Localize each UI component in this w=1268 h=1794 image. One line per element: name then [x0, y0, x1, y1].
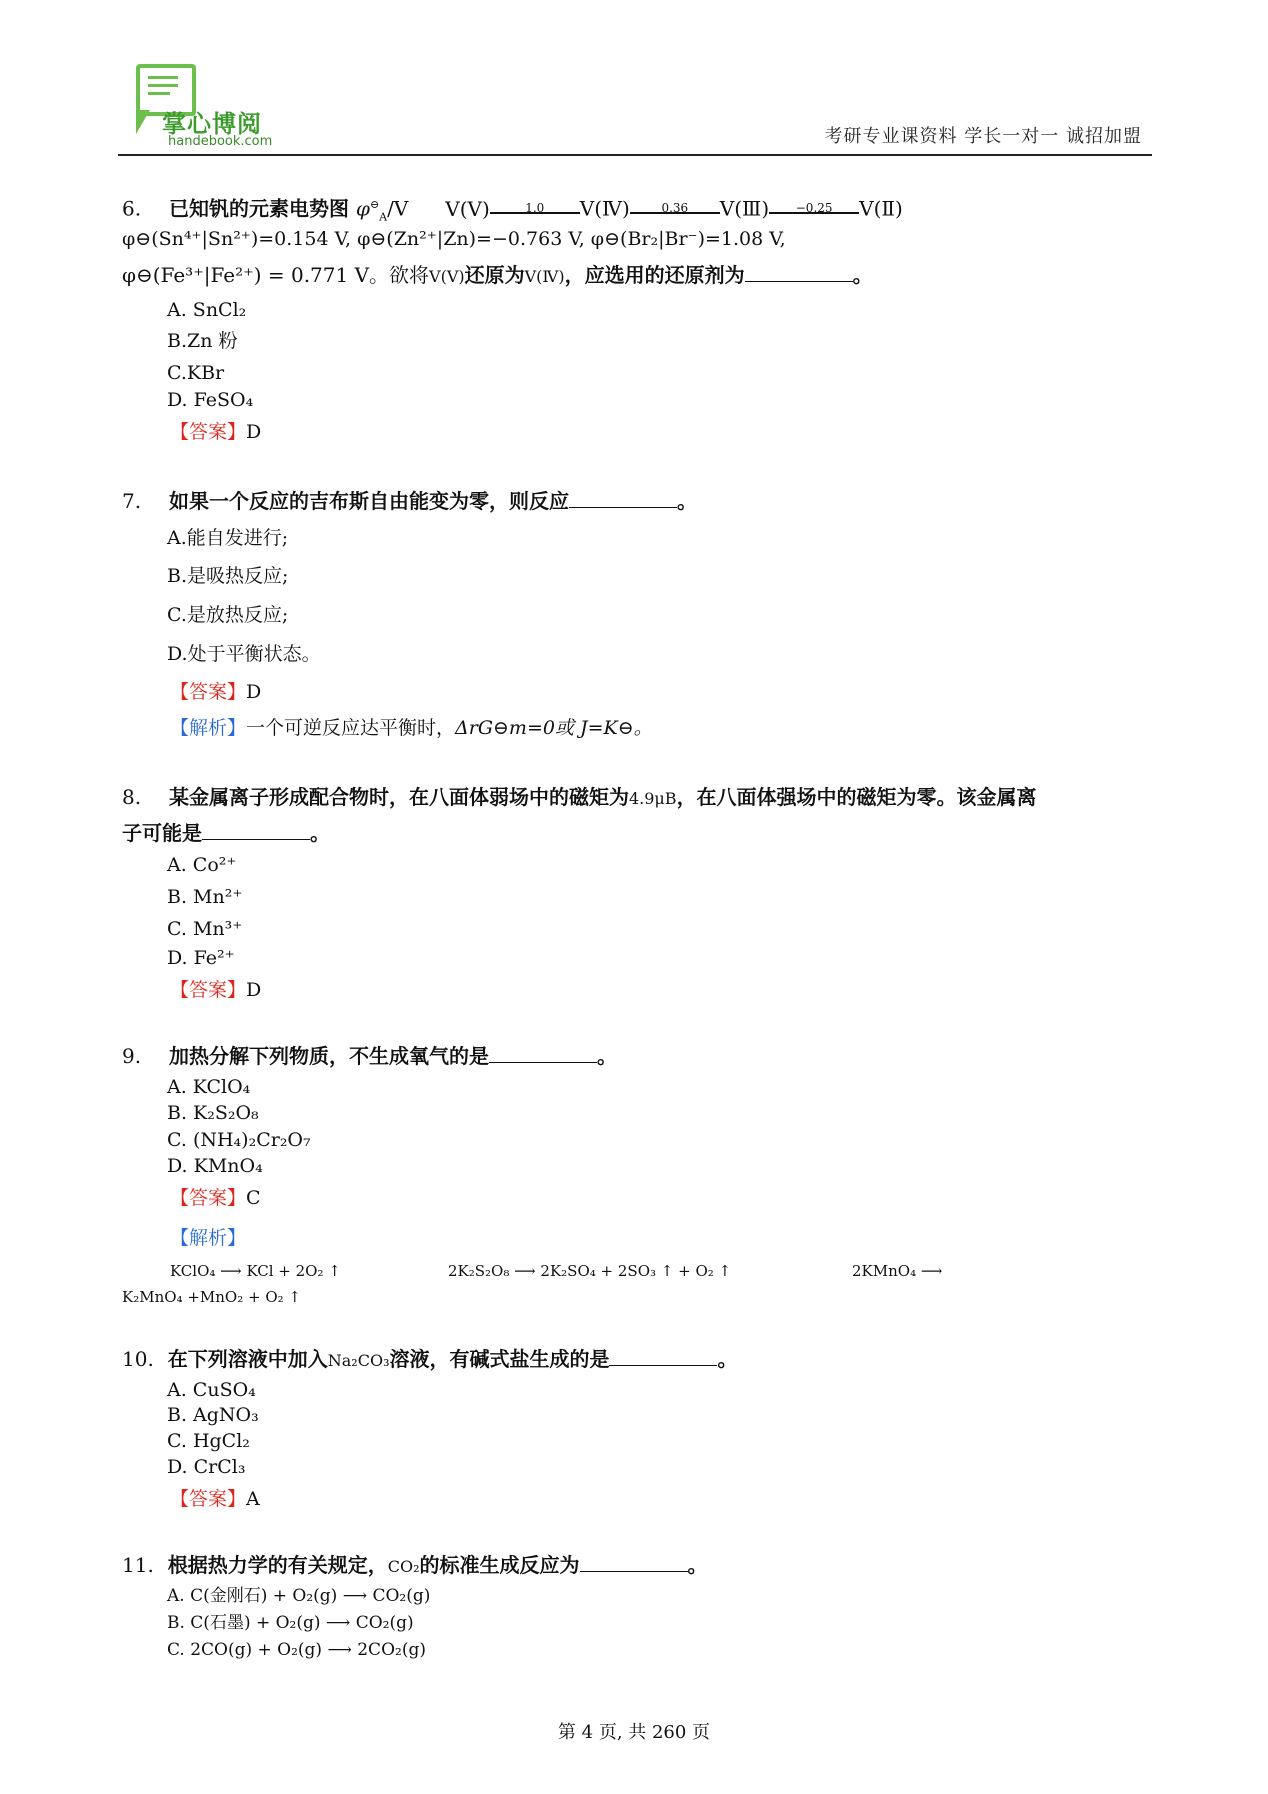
- question-8-stem: 8. 某金属离子形成配合物时，在八面体弱场中的磁矩为4.9μB，在八面体强场中的磁矩为零。该金属离: [122, 785, 1037, 809]
- potential-link-2: 0.36: [630, 201, 720, 219]
- answer-blank: [202, 821, 310, 840]
- q8-answer: 【答案】D: [170, 979, 262, 1001]
- explanation-label: 【解析】: [170, 717, 247, 739]
- answer-blank: [745, 263, 853, 282]
- answer-blank: [609, 1347, 717, 1366]
- q8-option-a: A. Co²⁺: [167, 854, 237, 876]
- q8-option-b: B. Mn²⁺: [167, 886, 243, 908]
- q9-option-a: A. KClO₄: [167, 1076, 251, 1098]
- equation-k2s2o8: 2K₂S₂O₈ ⟶ 2K₂SO₄ + 2SO₃ ↑ + O₂ ↑: [448, 1262, 732, 1280]
- q9-option-c: C. (NH₄)₂Cr₂O₇: [167, 1129, 311, 1151]
- question-7-stem: 7. 如果一个反应的吉布斯自由能变为零，则反应 。: [122, 489, 697, 513]
- header-slogan: 考研专业课资料 学长一对一 诚招加盟: [824, 126, 1142, 147]
- answer-blank: [489, 1044, 597, 1063]
- logo-url: handebook.com: [168, 134, 273, 149]
- equation-kmno4-right: K₂MnO₄ +MnO₂ + O₂ ↑: [122, 1288, 301, 1306]
- answer-label: 【答案】: [170, 681, 247, 703]
- q9-option-b: B. K₂S₂O₈: [167, 1102, 259, 1124]
- q6-option-b: B.Zn 粉: [167, 330, 238, 352]
- potential-link-1: 1.0: [490, 201, 580, 219]
- q6-option-c: C.KBr: [167, 362, 225, 384]
- header-divider: [118, 154, 1152, 156]
- q7-explanation: 【解析】一个可逆反应达平衡时，ΔrG⊖m=0或 J=K⊖。: [170, 717, 653, 739]
- page-number: 第 4 页, 共 260 页: [557, 1722, 711, 1743]
- q10-answer: 【答案】A: [170, 1488, 260, 1510]
- q9-answer: 【答案】C: [170, 1187, 261, 1209]
- equation-kmno4-left: 2KMnO₄ ⟶: [852, 1262, 943, 1280]
- q10-option-d: D. CrCl₃: [167, 1456, 246, 1478]
- question-11-stem: 11. 根据热力学的有关规定，CO₂的标准生成反应为 。: [122, 1553, 708, 1577]
- q11-option-a: A. C(金刚石) + O₂(g) ⟶ CO₂(g): [167, 1586, 431, 1606]
- answer-blank: [569, 489, 677, 508]
- answer-blank: [580, 1553, 688, 1572]
- answer-label: 【答案】: [170, 1187, 247, 1209]
- logo-text: 掌心博阅: [162, 110, 262, 138]
- question-6-line-3: φ⊖(Fe³⁺|Fe²⁺) = 0.771 V。欲将V(Ⅴ)还原为V(Ⅳ)，应选用的还原剂为 。: [122, 263, 873, 287]
- answer-label: 【答案】: [170, 979, 247, 1001]
- answer-label: 【答案】: [170, 1488, 247, 1510]
- question-10-stem: 10. 在下列溶液中加入Na₂CO₃溶液，有碱式盐生成的是 。: [122, 1347, 738, 1371]
- q10-option-c: C. HgCl₂: [167, 1430, 250, 1452]
- q6-option-a: A. SnCl₂: [167, 299, 247, 321]
- q7-answer: 【答案】D: [170, 681, 262, 703]
- q7-option-a: A.能自发进行;: [167, 527, 289, 549]
- equation-kclo4: KClO₄ ⟶ KCl + 2O₂ ↑: [170, 1262, 341, 1280]
- answer-label: 【答案】: [170, 421, 247, 443]
- q10-option-a: A. CuSO₄: [167, 1379, 256, 1401]
- question-8-stem-cont: 子可能是 。: [122, 821, 330, 845]
- q8-option-c: C. Mn³⁺: [167, 918, 243, 940]
- brand-logo: [130, 60, 290, 150]
- q7-option-c: C.是放热反应;: [167, 604, 289, 626]
- question-6-stem: 6. 已知钒的元素电势图 $\varphi^⊖_A/V$ V(Ⅴ) 1.0 V(Ⅳ) 0.36 V(Ⅲ) −0.25 V(Ⅱ): [122, 196, 903, 224]
- q6-answer: 【答案】D: [170, 421, 262, 443]
- question-6-line-2: φ⊖(Sn⁴⁺|Sn²⁺)=0.154 V, φ⊖(Zn²⁺|Zn)=−0.763 V, φ⊖(Br₂|Br⁻)=1.08 V,: [122, 228, 786, 250]
- q9-option-d: D. KMnO₄: [167, 1155, 263, 1177]
- logo-tail-icon: [136, 110, 150, 134]
- q7-option-b: B.是吸热反应;: [167, 565, 289, 587]
- q7-option-d: D.处于平衡状态。: [167, 643, 321, 665]
- q8-option-d: D. Fe²⁺: [167, 947, 235, 969]
- question-9-stem: 9. 加热分解下列物质，不生成氧气的是 。: [122, 1044, 617, 1068]
- q6-option-d: D. FeSO₄: [167, 389, 254, 411]
- q11-option-b: B. C(石墨) + O₂(g) ⟶ CO₂(g): [167, 1613, 414, 1633]
- q9-explanation-label: 【解析】: [170, 1227, 247, 1249]
- q10-option-b: B. AgNO₃: [167, 1404, 259, 1426]
- q11-option-c: C. 2CO(g) + O₂(g) ⟶ 2CO₂(g): [167, 1640, 426, 1660]
- potential-link-3: −0.25: [769, 201, 859, 219]
